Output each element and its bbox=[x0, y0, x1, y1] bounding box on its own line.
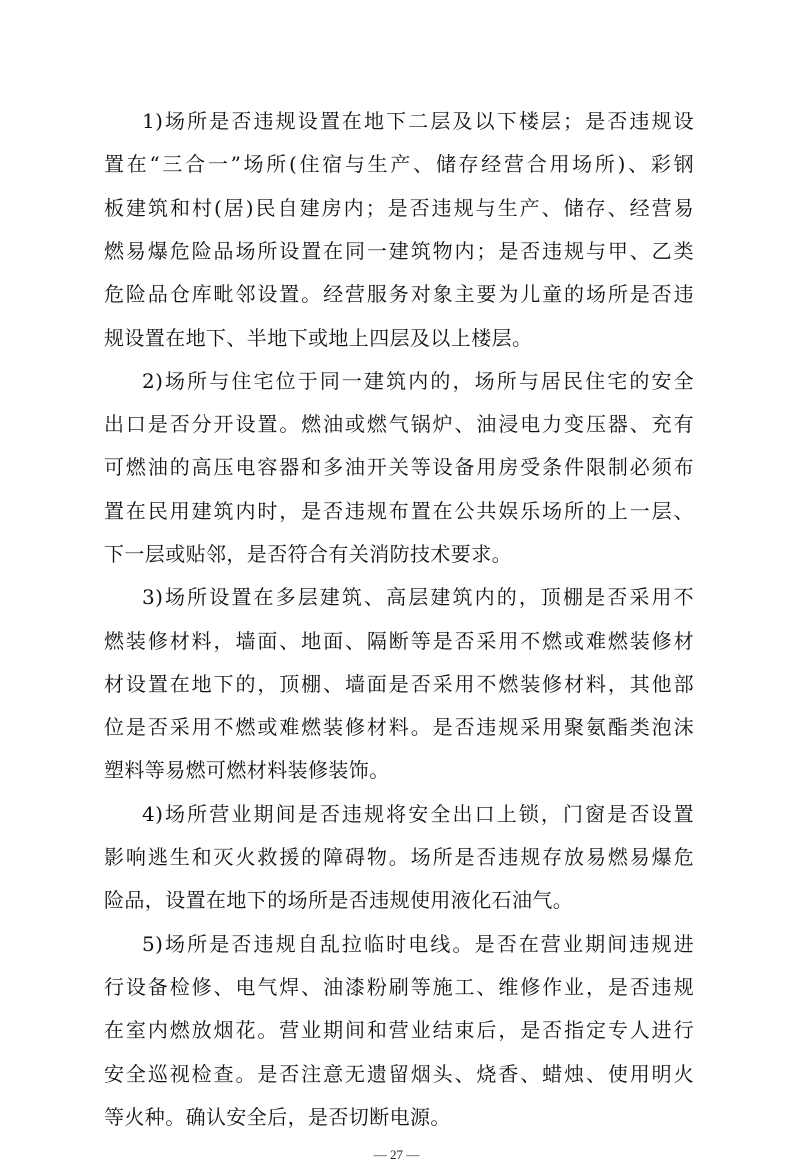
paragraph-1-line-6: 规设置在地下、半地下或地上四层及以上楼层。 bbox=[104, 326, 533, 350]
paragraph-2-line-2: 出口是否分开设置。燃油或燃气锅炉、油浸电力变压器、充有 bbox=[104, 412, 694, 436]
paragraph-2-line-5: 下一层或贴邻，是否符合有关消防技术要求。 bbox=[104, 542, 512, 566]
paragraph-2-line-1: 2)场所与住宅位于同一建筑内的，场所与居民住宅的安全 bbox=[142, 369, 694, 393]
paragraph-5-line-2: 行设备检修、电气焊、油漆粉刷等施工、维修作业，是否违规 bbox=[104, 975, 694, 999]
page-number: — 27 — bbox=[373, 1147, 420, 1162]
paragraph-4-line-1: 4)场所营业期间是否违规将安全出口上锁，门窗是否设置 bbox=[142, 802, 694, 826]
paragraph-4-line-3: 险品，设置在地下的场所是否违规使用液化石油气。 bbox=[104, 888, 574, 912]
paragraph-2-line-4: 置在民用建筑内时，是否违规布置在公共娱乐场所的上一层、 bbox=[104, 499, 694, 523]
paragraph-4-line-2: 影响逃生和灭火救援的障碍物。场所是否违规存放易燃易爆危 bbox=[104, 845, 694, 869]
paragraph-3-line-3: 材设置在地下的，顶棚、墙面是否采用不燃装修材料，其他部 bbox=[104, 672, 694, 696]
paragraph-1-line-5: 危险品仓库毗邻设置。经营服务对象主要为儿童的场所是否违 bbox=[104, 282, 694, 306]
paragraph-3-line-4: 位是否采用不燃或难燃装修材料。是否违规采用聚氨酯类泡沫 bbox=[104, 715, 694, 739]
paragraph-5-line-3: 在室内燃放烟花。营业期间和营业结束后，是否指定专人进行 bbox=[104, 1018, 694, 1042]
paragraph-2-line-3: 可燃油的高压电容器和多油开关等设备用房受条件限制必须布 bbox=[104, 455, 694, 479]
paragraph-1-line-1: 1)场所是否违规设置在地下二层及以下楼层；是否违规设 bbox=[142, 109, 694, 133]
paragraph-3-line-5: 塑料等易燃可燃材料装修装饰。 bbox=[104, 758, 390, 782]
paragraph-5-line-5: 等火种。确认安全后，是否切断电源。 bbox=[104, 1105, 451, 1129]
paragraph-1-line-3: 板建筑和村(居)民自建房内；是否违规与生产、储存、经营易 bbox=[104, 196, 694, 220]
paragraph-3-line-2: 燃装修材料，墙面、地面、隔断等是否采用不燃或难燃装修材 bbox=[104, 629, 694, 653]
paragraph-3-line-1: 3)场所设置在多层建筑、高层建筑内的，顶棚是否采用不 bbox=[142, 585, 694, 609]
paragraph-1-line-4: 燃易爆危险品场所设置在同一建筑物内；是否违规与甲、乙类 bbox=[104, 239, 694, 263]
paragraph-5-line-4: 安全巡视检查。是否注意无遗留烟头、烧香、蜡烛、使用明火 bbox=[104, 1062, 694, 1086]
paragraph-5-line-1: 5)场所是否违规自乱拉临时电线。是否在营业期间违规进 bbox=[142, 932, 694, 956]
paragraph-1-line-2: 置在“三合一”场所(住宿与生产、储存经营合用场所)、彩钢 bbox=[104, 152, 694, 176]
